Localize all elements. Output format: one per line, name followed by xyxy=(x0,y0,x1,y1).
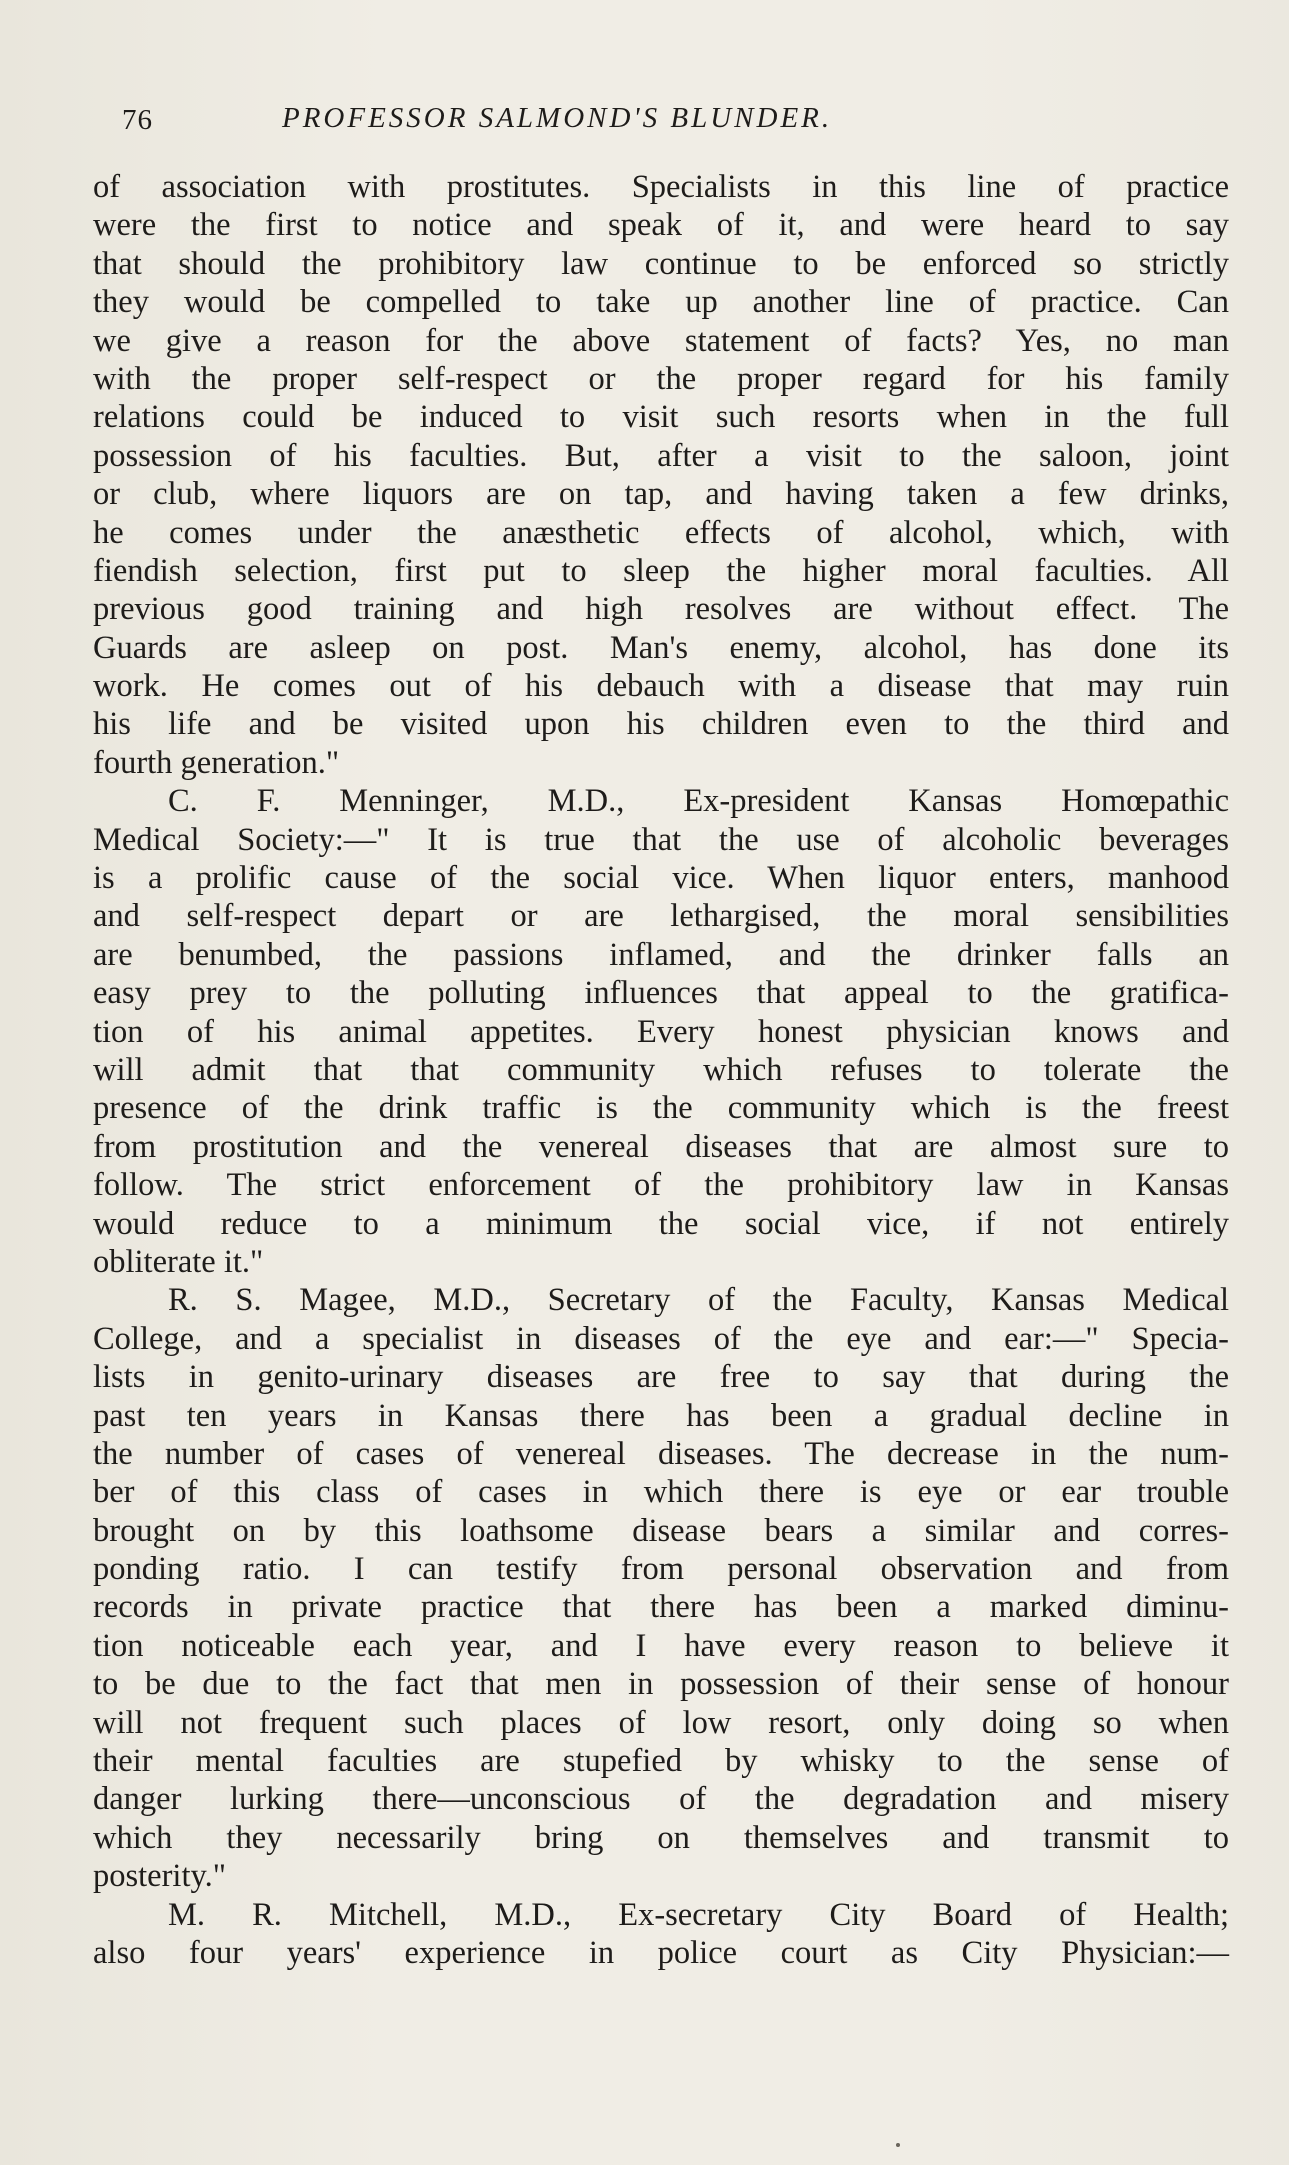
running-head: PROFESSOR SALMOND'S BLUNDER. xyxy=(282,102,833,134)
text-line: M. R. Mitchell, M.D., Ex-secretary City Board of Health; xyxy=(168,1896,1229,1933)
text-line: were the first to notice and speak of it, and were heard to say xyxy=(93,207,1229,244)
text-line: obliterate it." xyxy=(93,1243,264,1280)
text-line: posterity." xyxy=(93,1858,227,1895)
text-line: records in private practice that there has been a marked diminu- xyxy=(93,1589,1229,1626)
text-line: easy prey to the polluting influences that appeal to the gratifica- xyxy=(93,975,1229,1012)
text-line: with the proper self-respect or the proper regard for his family xyxy=(93,360,1229,397)
text-line: tion of his animal appetites. Every honest physician knows and xyxy=(93,1013,1229,1050)
text-line: ponding ratio. I can testify from personal observation and from xyxy=(93,1551,1229,1588)
text-line: which they necessarily bring on themselves and transmit to xyxy=(93,1819,1229,1856)
text-line: Guards are asleep on post. Man's enemy, alcohol, has done its xyxy=(93,629,1229,666)
text-line: ber of this class of cases in which there is eye or ear trouble xyxy=(93,1474,1229,1511)
text-line: lists in genito-urinary diseases are free to say that during the xyxy=(93,1359,1229,1396)
text-line: College, and a specialist in diseases of the eye and ear:—" Specia- xyxy=(93,1320,1229,1357)
paper-speck xyxy=(896,2143,900,2147)
text-line: work. He comes out of his debauch with a disease that may ruin xyxy=(93,668,1229,705)
paragraph-magee xyxy=(93,1281,1229,1895)
text-line: fourth generation." xyxy=(93,744,340,781)
text-line: would reduce to a minimum the social vice, if not entirely xyxy=(93,1205,1229,1242)
text-line: and self-respect depart or are lethargised, the moral sensibilities xyxy=(93,898,1229,935)
text-line: are benumbed, the passions inflamed, and the drinker falls an xyxy=(93,936,1229,973)
paragraph-mitchell xyxy=(93,1896,1229,1973)
text-line: danger lurking there—unconscious of the degradation and misery xyxy=(93,1781,1229,1818)
page-header xyxy=(122,104,1002,144)
text-line: is a prolific cause of the social vice. When liquor enters, manhood xyxy=(93,860,1229,897)
text-line: relations could be induced to visit such resorts when in the full xyxy=(93,399,1229,436)
text-line: Medical Society:—" It is true that the use of alcoholic beverages xyxy=(93,821,1229,858)
text-line: brought on by this loathsome disease bears a similar and corres- xyxy=(93,1512,1229,1549)
text-line: presence of the drink traffic is the community which is the freest xyxy=(93,1090,1229,1127)
text-line: the number of cases of venereal diseases. The decrease in the num- xyxy=(93,1435,1229,1472)
text-line: he comes under the anæsthetic effects of alcohol, which, with xyxy=(93,514,1229,551)
text-line: past ten years in Kansas there has been a gradual decline in xyxy=(93,1397,1229,1434)
text-line: also four years' experience in police court as City Physician:— xyxy=(93,1934,1229,1971)
text-line: to be due to the fact that men in possession of their sense of honour xyxy=(93,1666,1229,1703)
text-line: tion noticeable each year, and I have every reason to believe it xyxy=(93,1627,1229,1664)
text-line: will not frequent such places of low resort, only doing so when xyxy=(93,1704,1229,1741)
text-line: his life and be visited upon his children even to the third and xyxy=(93,706,1229,743)
page-number: 76 xyxy=(122,104,153,136)
paragraph-continuation xyxy=(93,168,1229,782)
text-line: from prostitution and the venereal diseases that are almost sure to xyxy=(93,1128,1229,1165)
text-line: will admit that that community which refuses to tolerate the xyxy=(93,1051,1229,1088)
text-line: previous good training and high resolves are without effect. The xyxy=(93,591,1229,628)
text-line: or club, where liquors are on tap, and having taken a few drinks, xyxy=(93,476,1229,513)
text-line: R. S. Magee, M.D., Secretary of the Faculty, Kansas Medical xyxy=(168,1282,1229,1319)
text-line: C. F. Menninger, M.D., Ex-president Kansas Homœpathic xyxy=(168,783,1229,820)
text-line: possession of his faculties. But, after a visit to the saloon, joint xyxy=(93,437,1229,474)
text-line: they would be compelled to take up another line of practice. Can xyxy=(93,284,1229,321)
text-line: fiendish selection, first put to sleep the higher moral faculties. All xyxy=(93,552,1229,589)
text-line: we give a reason for the above statement of facts? Yes, no man xyxy=(93,322,1229,359)
text-line: that should the prohibitory law continue to be enforced so strictly xyxy=(93,245,1229,282)
paragraph-menninger xyxy=(93,782,1229,1281)
text-line: of association with prostitutes. Specialists in this line of practice xyxy=(93,169,1229,205)
text-line: follow. The strict enforcement of the prohibitory law in Kansas xyxy=(93,1167,1229,1204)
body-text xyxy=(93,168,1229,1972)
text-line: their mental faculties are stupefied by whisky to the sense of xyxy=(93,1743,1229,1780)
